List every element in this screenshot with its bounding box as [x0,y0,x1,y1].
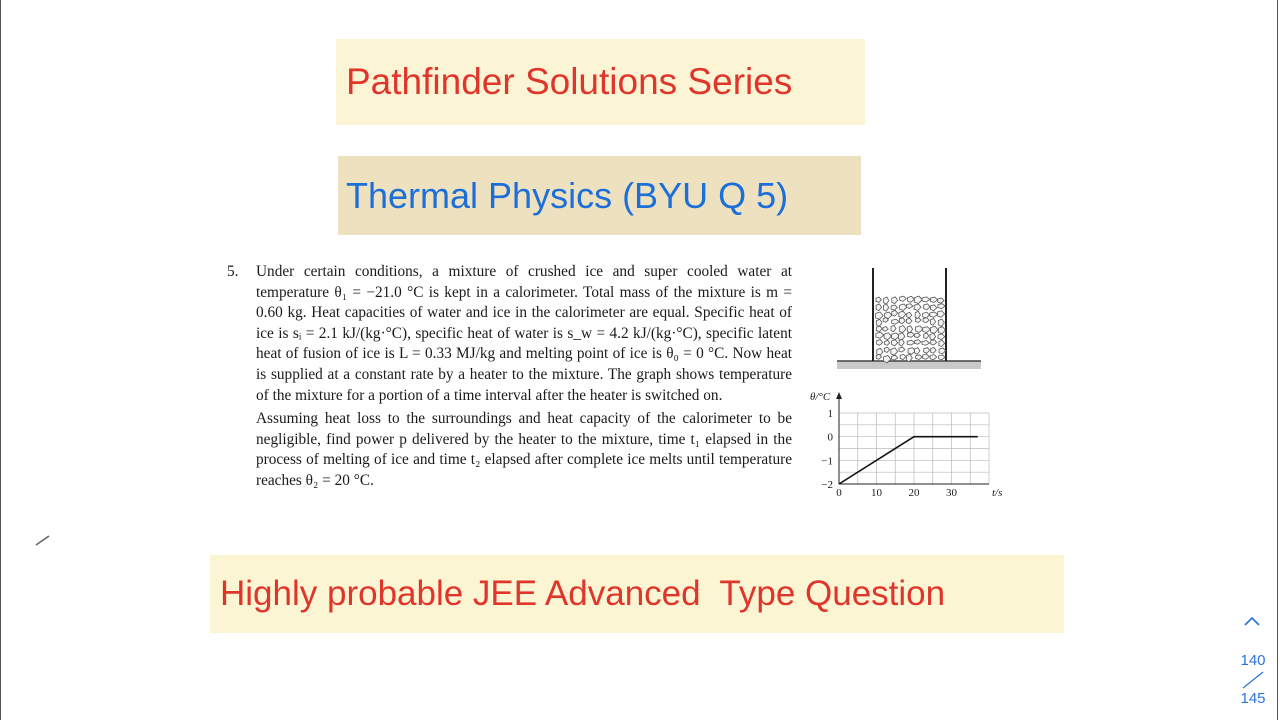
ice-cube [900,304,907,310]
problem-paragraph-1: Under certain conditions, a mixture of crushed ice and super cooled water at temperature θ₁ = −21.0 °C is kept in a calorimeter. Total mass of the mixture is m = 0.60 kg. Heat capacities of water and ice in the calorimeter are equal. Specific heat of ice is sᵢ = 2.1 kJ/(kg·°C), specific heat of water is s_w = 4.2 kJ/(kg·°C), specific latent heat of fusion of ice is L = 0.33 MJ/kg and melting point of ice is θ₀ = 0 °C. Now heat is supplied at a constant rate by a heater to the mixture. The graph shows temperature of the mixture for a portion of a time interval after the heater is switched on. [256,263,792,404]
ice-cube [939,340,945,346]
ice-cube [876,326,882,332]
ice-cube [876,304,881,311]
ice-cube [892,340,898,346]
ice-cube [892,297,898,304]
ice-cube [877,340,883,346]
page-counter [1231,650,1275,712]
ice-cube [891,348,898,355]
x-tick-label: 0 [836,487,842,499]
ice-cube [916,355,923,360]
ice-cube [899,339,904,346]
ice-cube [939,355,945,360]
y-tick-label: 1 [827,408,833,420]
ice-cube [930,355,937,360]
ice-cube [930,333,936,340]
ice-cube [923,318,929,323]
ice-cube [884,333,891,340]
ice-cube [922,297,930,302]
ice-cube [931,340,937,345]
x-tick-label: 20 [908,487,920,499]
ice-cube [899,347,905,352]
ice-cube [908,296,915,302]
ice-cube [892,319,900,324]
ice-cube [938,304,945,309]
ice-cube [931,318,936,325]
ice-cube [931,326,938,333]
tagline-text: Highly probable JEE Advanced Type Question [220,574,946,613]
ice-cube [939,348,946,354]
tagline-banner [210,555,1064,633]
topic-banner [338,156,861,235]
ice-cube [914,333,920,338]
ice-cube [930,312,938,317]
ice-cube [938,319,944,326]
ice-cube [884,347,889,352]
y-axis-arrow [836,392,842,399]
ice-cube [883,327,888,332]
ice-cube [906,318,912,323]
total-pages-number: 145 [1240,690,1266,707]
series-title: Pathfinder Solutions Series [346,61,793,102]
ice-cube [930,297,937,302]
temperature-time-graph [807,386,1017,506]
ice-cube [923,312,930,318]
ice-cube [914,304,921,310]
ice-cube [908,332,915,337]
ice-cube [885,340,890,345]
ice-cube [900,354,906,359]
x-tick-label: 10 [871,487,882,499]
x-axis-label: t/s [992,487,1003,499]
ice-cube [876,319,882,326]
chevron-up-icon[interactable] [1241,612,1263,630]
y-tick-label: 0 [827,431,833,444]
current-page-number: 140 [1240,652,1266,669]
ice-cube [900,296,906,301]
pen-stroke-mark [35,534,51,546]
x-tick-label: 30 [946,487,957,499]
ice-cube [930,305,936,311]
ice-cube [938,327,945,334]
ice-cube [914,296,922,303]
ice-cube [892,310,898,316]
topic-title: Thermal Physics (BYU Q 5) [346,174,789,216]
ice-cube [915,340,921,345]
ice-cube [938,334,945,340]
y-axis-label: θ/°C [810,391,831,403]
ice-cube [907,326,912,333]
ice-cube [924,304,930,310]
ice-cube [907,312,912,318]
y-tick-label: −1 [821,455,833,468]
ice-cube [924,348,930,354]
ice-cube [938,298,944,303]
slash-divider [1241,670,1265,690]
ice-cube [876,332,884,338]
ice-cube [937,311,944,318]
ice-cube [907,340,915,345]
ice-cube [924,333,929,339]
ice-cube [876,297,881,302]
ice-cube [884,297,889,304]
ice-cube [891,325,896,331]
problem-statement [227,262,792,492]
ice-cube [931,348,936,354]
problem-number: 5. [227,263,239,280]
ice-cube [923,327,931,333]
ice-cube [891,305,897,310]
ice-cube [915,326,923,333]
ice-cube [922,341,930,346]
ice-cube [906,304,912,309]
ice-cube [915,311,920,318]
ice-cube [884,304,889,311]
ice-cube [915,348,920,355]
series-banner [336,39,865,125]
y-tick-label: −2 [821,479,833,491]
ice-cube [891,355,897,360]
problem-paragraph-2: Assuming heat loss to the surroundings and heat capacity of the calorimeter to be negligible, find power p delivered by the heater to the mixture, time t₁ elapsed in the process of melting of ice and time t₂ elapsed after complete ice melts until temperature reaches θ₂ = 20 °C. [256,410,792,489]
ice-cube [899,311,906,318]
ice-cube [916,318,921,323]
calorimeter-figure [837,266,981,372]
ice-cube [899,326,906,333]
ice-cube [923,354,929,359]
ice-cube [876,312,884,319]
ice-cube [899,318,905,324]
